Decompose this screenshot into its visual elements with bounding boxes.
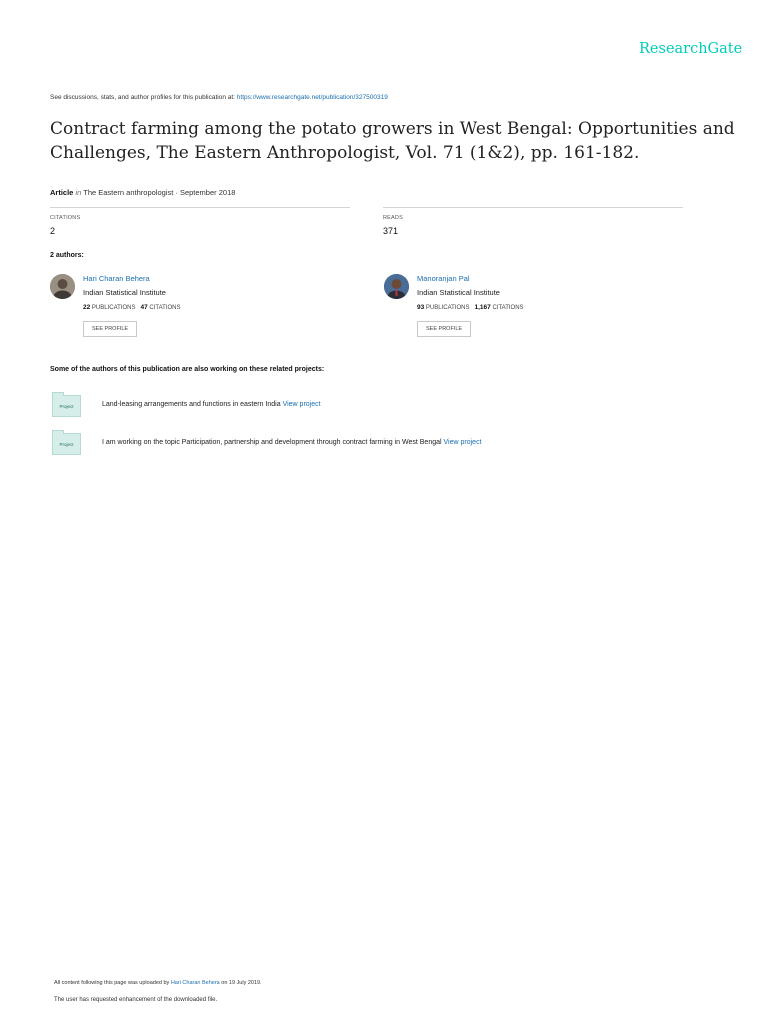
folder-icon[interactable] [52, 395, 81, 417]
author-citations-count: 1,167 [474, 304, 491, 311]
uploader-link[interactable]: Hari Charan Behera [170, 980, 220, 986]
author-avatar[interactable] [50, 274, 75, 299]
view-project-link[interactable]: View project [443, 439, 482, 446]
enhancement-note: The user has requested enhancement of the downloaded file. [54, 997, 218, 1003]
citations-label: CITATIONS [50, 215, 81, 221]
author-institution: Indian Statistical Institute [83, 288, 166, 297]
authors-heading: 2 authors: [50, 252, 84, 259]
author-citations-label: CITATIONS [149, 305, 181, 311]
project-icon-label: Project [59, 404, 74, 409]
project-item [102, 401, 321, 408]
author-stats [83, 304, 181, 311]
author-citations-label: CITATIONS [492, 305, 524, 311]
citations-value: 2 [50, 226, 56, 236]
project-title: Land-leasing arrangements and functions in eastern India [102, 401, 283, 408]
discussion-text: See discussions, stats, and author profiles for this publication at: [50, 94, 237, 101]
project-icon-label: Project [59, 442, 74, 447]
upload-prefix: All content following this page was uploaded by [54, 980, 171, 986]
reads-label: READS [383, 215, 403, 221]
divider-left [50, 207, 350, 208]
project-item [102, 439, 482, 446]
upload-note [54, 980, 262, 986]
upload-suffix: on 19 July 2019. [219, 980, 262, 986]
person-photo-icon [50, 274, 75, 299]
divider-right [383, 207, 683, 208]
folder-icon[interactable] [52, 433, 81, 455]
author-name-link[interactable]: Hari Charan Behera [83, 274, 150, 283]
publication-type: Article [50, 188, 74, 197]
project-title: I am working on the topic Participation, partnership and development through contract farming in West Bengal [102, 439, 444, 446]
author-citations-count: 47 [140, 304, 148, 311]
publication-url-link[interactable]: https://www.researchgate.net/publication/327500319 [236, 94, 388, 101]
publications-label: PUBLICATIONS [91, 305, 136, 311]
reads-value: 371 [383, 226, 399, 236]
view-project-link[interactable]: View project [282, 401, 321, 408]
author-avatar[interactable] [384, 274, 409, 299]
author-name-link[interactable]: Manoranjan Pal [417, 274, 470, 283]
see-profile-button[interactable]: SEE PROFILE [83, 321, 137, 337]
see-profile-button[interactable]: SEE PROFILE [417, 321, 471, 337]
author-stats [417, 304, 524, 311]
person-photo-icon [384, 274, 409, 299]
researchgate-logo[interactable]: ResearchGate [639, 41, 743, 57]
journal-date: The Eastern anthropologist · September 2018 [83, 188, 236, 197]
related-projects-heading: Some of the authors of this publication are also working on these related projects: [50, 366, 325, 373]
publication-meta [50, 188, 235, 197]
publication-title: Contract farming among the potato growers in West Bengal: Opportunities and Challenges, The Eastern Anthropologist, Vol. 71 (1&2), pp. 161-182. [50, 119, 735, 163]
publications-count: 93 [417, 304, 425, 311]
author-institution: Indian Statistical Institute [417, 288, 500, 297]
discussion-line [50, 94, 388, 101]
publications-count: 22 [83, 304, 91, 311]
publications-label: PUBLICATIONS [425, 305, 470, 311]
in-word: in [75, 188, 82, 197]
